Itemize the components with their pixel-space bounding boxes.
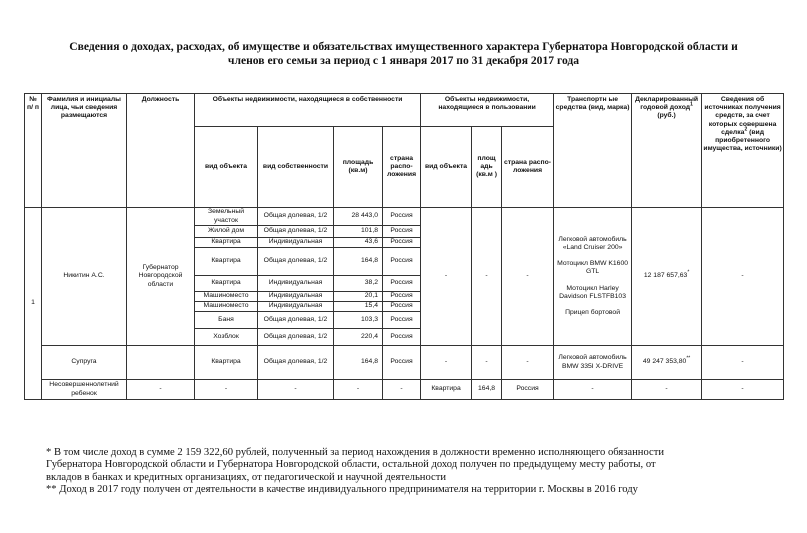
header-owned-area: площадь (кв.м) xyxy=(334,127,383,208)
income-footnote-mark: * xyxy=(687,270,690,277)
person-name: Супруга xyxy=(42,346,127,380)
property-ownership: Общая долевая, 1/2 xyxy=(258,346,334,380)
footnote-2: ** Доход в 2017 году получен от деятельности в качестве индивидуального предпринимателя на территории г. Москвы в 2016 году xyxy=(46,484,638,496)
transport-item: Легковой автомобиль «Land Cruiser 200» xyxy=(558,235,627,251)
header-owned-type: вид объекта xyxy=(195,127,258,208)
property-type: Машиноместо xyxy=(195,292,258,302)
transport-list: - xyxy=(554,380,632,400)
property-area: - xyxy=(334,380,383,400)
property-type: Жилой дом xyxy=(195,226,258,238)
property-area: 164,8 xyxy=(334,346,383,380)
person-position: - xyxy=(127,380,195,400)
property-ownership: Общая долевая, 1/2 xyxy=(258,329,334,346)
footnote-1-line-2: Губернатора Новгородской области и Губернатора Новгородской области, остальной доход получен по предыдущему месту работы, от xyxy=(46,459,656,471)
property-ownership: Общая долевая, 1/2 xyxy=(258,226,334,238)
property-country: Россия xyxy=(383,208,421,226)
property-area: 220,4 xyxy=(334,329,383,346)
property-type: Хозблок xyxy=(195,329,258,346)
property-country: Россия xyxy=(383,276,421,292)
title-line-1: Сведения о доходах, расходах, об имуществе и обязательствах имущественного характера Губернатора Новгородской области и xyxy=(69,40,738,53)
used-area: 164,8 xyxy=(472,380,502,400)
person-name: Никитин А.С. xyxy=(42,208,127,346)
property-ownership: Общая долевая, 1/2 xyxy=(258,312,334,329)
property-ownership: Общая долевая, 1/2 xyxy=(258,208,334,226)
header-used-area: площ адь (кв.м ) xyxy=(472,127,502,208)
header-name: Фамилия и инициалы лица, чьи сведения размещаются xyxy=(42,94,127,208)
header-used-type: вид объекта xyxy=(421,127,472,208)
property-ownership: - xyxy=(258,380,334,400)
header-owned-property: Объекты недвижимости, находящиеся в собственности xyxy=(195,94,421,127)
property-type: Машиноместо xyxy=(195,302,258,312)
header-income-sup: 1 xyxy=(690,101,693,108)
header-income xyxy=(632,94,702,208)
header-sources-sup: 2 xyxy=(744,126,748,133)
used-country: - xyxy=(502,208,554,346)
used-type: - xyxy=(421,208,472,346)
property-type: Квартира xyxy=(195,346,258,380)
row-number: 1 xyxy=(25,208,42,400)
property-type: Земельный участок xyxy=(195,208,258,226)
property-ownership: Индивидуальная xyxy=(258,292,334,302)
property-country: Россия xyxy=(383,302,421,312)
title-line-2: членов его семьи за период с 1 января 2017 по 31 декабря 2017 года xyxy=(227,54,580,67)
declared-income xyxy=(632,346,702,380)
person-name: Несовершеннолетний ребенок xyxy=(42,380,127,400)
income-declaration-table xyxy=(24,93,784,400)
property-area: 103,3 xyxy=(334,312,383,329)
property-country: Россия xyxy=(383,248,421,276)
header-transport: Транспортн ые средства (вид, марка) xyxy=(554,94,632,208)
person-position xyxy=(127,346,195,380)
property-ownership: Индивидуальная xyxy=(258,276,334,292)
footnote-1-line-1: * В том числе доход в сумме 2 159 322,60 рублей, полученный за период нахождения в должности временно исполняющего обязанности xyxy=(46,447,665,458)
property-ownership: Общая долевая, 1/2 xyxy=(258,248,334,276)
property-country: Россия xyxy=(383,329,421,346)
table-row xyxy=(25,346,784,380)
property-area: 38,2 xyxy=(334,276,383,292)
income-value: 49 247 353,80 xyxy=(642,358,687,366)
property-area: 43,6 xyxy=(334,238,383,248)
used-type: Квартира xyxy=(421,380,472,400)
table-row xyxy=(25,380,784,400)
income-sources: - xyxy=(702,380,784,400)
header-income-label: Декларированный годовой доход xyxy=(635,96,699,112)
footnotes xyxy=(46,447,786,497)
transport-item: Прицеп бортовой xyxy=(565,309,620,316)
transport-list: Легковой автомобиль BMW 335I X-DRIVE xyxy=(554,346,632,380)
header-owned-country: страна распо- ложения xyxy=(383,127,421,208)
property-country: Россия xyxy=(383,292,421,302)
property-type: - xyxy=(195,380,258,400)
header-used-property: Объекты недвижимости, находящиеся в пользовании xyxy=(421,94,554,127)
property-area: 28 443,0 xyxy=(334,208,383,226)
property-area: 164,8 xyxy=(334,248,383,276)
header-sources-label: Сведения об источниках получения средств, за счет которых совершена сделка xyxy=(704,96,781,136)
property-type: Квартира xyxy=(195,238,258,248)
table-row xyxy=(25,208,784,226)
property-country: Россия xyxy=(383,346,421,380)
property-type: Квартира xyxy=(195,248,258,276)
property-type: Баня xyxy=(195,312,258,329)
header-sources-note: (вид приобретенного имущества, источники) xyxy=(703,128,782,153)
footnote-1-line-3: вкладов в банках и кредитных организациях, от педагогической и научной деятельности xyxy=(46,471,447,483)
used-country: - xyxy=(502,346,554,380)
property-country: Россия xyxy=(383,238,421,248)
used-area: - xyxy=(472,346,502,380)
header-income-unit: (руб.) xyxy=(657,112,676,120)
property-ownership: Индивидуальная xyxy=(258,302,334,312)
person-position: Губернатор Новгородской области xyxy=(127,208,195,346)
used-area: - xyxy=(472,208,502,346)
transport-list xyxy=(554,208,632,346)
declared-income xyxy=(632,208,702,346)
property-country: Россия xyxy=(383,312,421,329)
income-footnote-mark: ** xyxy=(686,356,691,363)
property-area: 101,8 xyxy=(334,226,383,238)
header-number: № п/ п xyxy=(25,94,42,208)
table-body xyxy=(25,208,784,400)
used-country: Россия xyxy=(502,380,554,400)
property-country: - xyxy=(383,380,421,400)
header-owned-ownership: вид собственности xyxy=(258,127,334,208)
header-position: Должность xyxy=(127,94,195,208)
transport-item: Мотоцикл BMW K1600 GTL xyxy=(557,260,629,276)
property-type: Квартира xyxy=(195,276,258,292)
header-used-country: страна распо- ложения xyxy=(502,127,554,208)
document-title xyxy=(40,40,767,68)
property-ownership: Индивидуальная xyxy=(258,238,334,248)
property-country: Россия xyxy=(383,226,421,238)
header-sources xyxy=(702,94,784,208)
income-sources: - xyxy=(702,208,784,346)
income-value: 12 187 657,63 xyxy=(643,272,688,280)
transport-item: Мотоцикл Harley Davidson FLSTFB103 xyxy=(559,284,626,300)
property-area: 20,1 xyxy=(334,292,383,302)
property-area: 15,4 xyxy=(334,302,383,312)
income-sources: - xyxy=(702,346,784,380)
used-type: - xyxy=(421,346,472,380)
declared-income: - xyxy=(632,380,702,400)
